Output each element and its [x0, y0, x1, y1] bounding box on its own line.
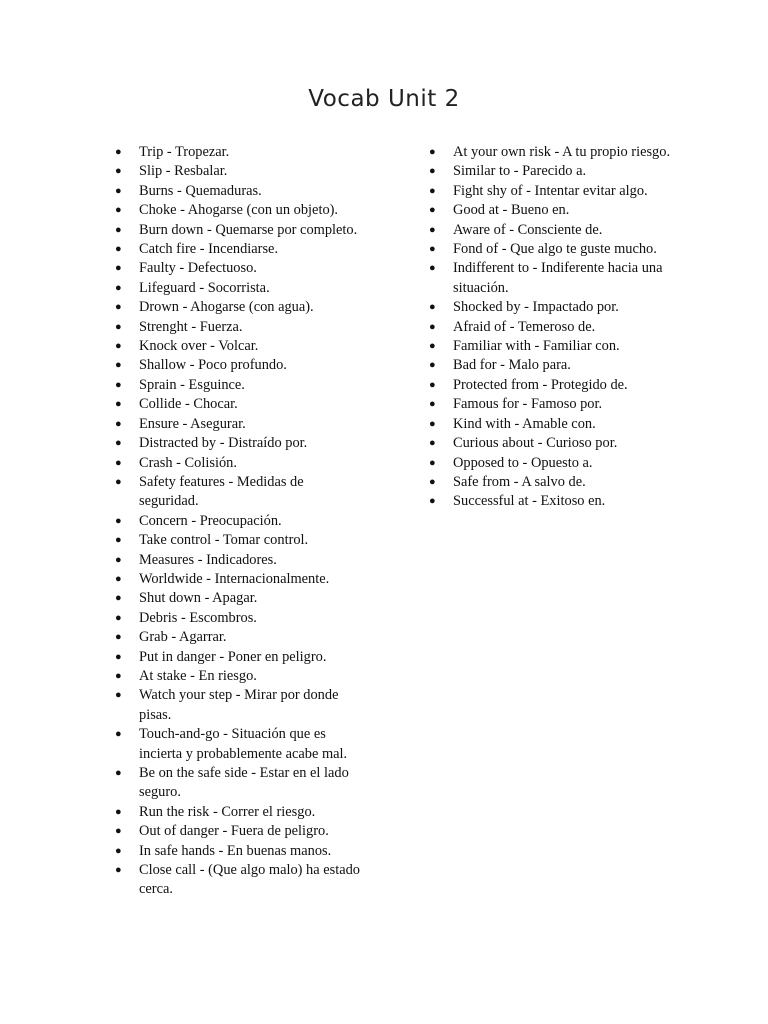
list-item — [429, 259, 683, 298]
list-item-text: Concern - Preocupación. — [139, 512, 282, 529]
list-item — [429, 356, 683, 375]
list-item — [115, 551, 364, 570]
bullet-dot-icon: ● — [429, 262, 436, 275]
bullet-dot-icon: ● — [115, 456, 122, 469]
list-item-text: Safety features - Medidas de seguridad. — [139, 473, 304, 510]
list-item-text: Faulty - Defectuoso. — [139, 260, 257, 277]
list-item-text: Crash - Colisión. — [139, 454, 237, 471]
list-item-text: Trip - Tropezar. — [139, 144, 230, 160]
bullet-dot-icon: ● — [429, 243, 436, 256]
list-item-text: Similar to - Parecido a. — [453, 163, 587, 180]
list-item — [429, 318, 683, 337]
bullet-dot-icon: ● — [115, 223, 122, 236]
list-item-text: Opposed to - Opuesto a. — [453, 454, 593, 471]
list-item — [115, 162, 364, 181]
list-item — [115, 570, 364, 589]
list-item-text: Bad for - Malo para. — [453, 357, 571, 374]
list-item-text: Catch fire - Incendiarse. — [139, 241, 279, 258]
list-item-text: Kind with - Amable con. — [453, 415, 596, 432]
bullet-dot-icon: ● — [115, 417, 122, 430]
bullet-dot-icon: ● — [429, 437, 436, 450]
list-item — [115, 589, 364, 608]
bullet-dot-icon: ● — [115, 844, 122, 857]
list-item-text: Aware of - Consciente de. — [453, 221, 603, 238]
bullet-dot-icon: ● — [115, 359, 122, 372]
list-item — [429, 376, 683, 395]
bullet-dot-icon: ● — [115, 204, 122, 217]
bullet-dot-icon: ● — [429, 184, 436, 197]
list-item — [115, 725, 364, 764]
list-item-text: Shocked by - Impactado por. — [453, 299, 619, 316]
bullet-dot-icon: ● — [115, 320, 122, 333]
bullet-dot-icon: ● — [115, 767, 122, 779]
bullet-dot-icon: ● — [429, 398, 436, 411]
bullet-dot-icon: ● — [429, 495, 436, 508]
list-item — [429, 298, 683, 317]
list-item-text: Sprain - Esguince. — [139, 376, 245, 393]
list-item — [429, 337, 683, 356]
list-item — [115, 822, 364, 841]
list-item-text: Indifferent to - Indiferente hacia una situación. — [453, 260, 663, 296]
list-item-text: Close call - (Que algo malo) ha estado cerca. — [139, 862, 360, 898]
list-item-text: Protected from - Protegido de. — [453, 376, 628, 393]
list-item-text: Touch-and-go - Situación que es incierta y probablemente acabe mal. — [139, 726, 348, 762]
list-item — [115, 648, 364, 667]
bullet-dot-icon: ● — [429, 378, 436, 391]
vocab-list-right — [429, 143, 683, 512]
bullet-dot-icon: ● — [429, 456, 436, 469]
bullet-dot-icon: ● — [115, 184, 122, 197]
list-item-text: Take control - Tomar control. — [139, 532, 309, 549]
list-item — [429, 454, 683, 473]
list-item — [115, 434, 364, 453]
list-item — [115, 143, 364, 162]
bullet-dot-icon: ● — [115, 534, 122, 547]
list-item — [115, 356, 364, 375]
list-item-text: Afraid of - Temeroso de. — [453, 318, 596, 335]
list-item-text: Collide - Chocar. — [139, 396, 238, 413]
list-item-text: Grab - Agarrar. — [139, 629, 227, 646]
list-item — [115, 221, 364, 240]
bullet-dot-icon: ● — [429, 223, 436, 236]
list-item-text: Measures - Indicadores. — [139, 551, 277, 568]
list-item-text: Run the risk - Correr el riesgo. — [139, 803, 316, 820]
bullet-dot-icon: ● — [429, 417, 436, 430]
list-item-text: Knock over - Volcar. — [139, 338, 259, 355]
list-item — [115, 376, 364, 395]
list-item-text: Ensure - Asegurar. — [139, 415, 246, 432]
list-item — [115, 686, 364, 725]
bullet-dot-icon: ● — [115, 631, 122, 644]
bullet-dot-icon: ● — [429, 475, 436, 488]
list-item — [115, 318, 364, 337]
list-item-text: Burn down - Quemarse por completo. — [139, 221, 358, 238]
list-item — [115, 337, 364, 356]
list-item — [115, 259, 364, 278]
list-item-text: Good at - Bueno en. — [453, 202, 570, 219]
list-item-text: Be on the safe side - Estar en el lado seguro. — [139, 765, 349, 801]
bullet-dot-icon: ● — [115, 805, 122, 818]
bullet-dot-icon: ● — [115, 301, 122, 314]
list-item — [115, 473, 364, 512]
vocab-list-left — [115, 143, 364, 900]
list-item — [429, 182, 683, 201]
list-item — [115, 609, 364, 628]
list-item — [115, 415, 364, 434]
list-item — [115, 201, 364, 220]
bullet-dot-icon: ● — [115, 611, 122, 624]
bullet-dot-icon: ● — [115, 146, 122, 158]
list-item-text: Fond of - Que algo te guste mucho. — [453, 241, 657, 258]
bullet-dot-icon: ● — [115, 592, 122, 605]
list-item — [429, 240, 683, 259]
list-item-text: In safe hands - En buenas manos. — [139, 842, 332, 859]
list-item — [115, 240, 364, 259]
list-item-text: At stake - En riesgo. — [139, 667, 257, 684]
bullet-dot-icon: ● — [115, 340, 122, 353]
list-item-text: Familiar with - Familiar con. — [453, 338, 620, 355]
list-item — [429, 415, 683, 434]
bullet-dot-icon: ● — [115, 398, 122, 411]
bullet-dot-icon: ● — [115, 281, 122, 294]
list-item — [115, 279, 364, 298]
bullet-dot-icon: ● — [115, 243, 122, 256]
list-item-text: Drown - Ahogarse (con agua). — [139, 299, 314, 316]
list-item-text: Worldwide - Internacionalmente. — [139, 570, 330, 587]
list-item-text: Choke - Ahogarse (con un objeto). — [139, 202, 339, 219]
bullet-dot-icon: ● — [115, 669, 122, 682]
list-item-text: Distracted by - Distraído por. — [139, 435, 308, 452]
list-item — [429, 434, 683, 453]
bullet-dot-icon: ● — [115, 572, 122, 585]
bullet-dot-icon: ● — [115, 825, 122, 838]
bullet-dot-icon: ● — [429, 340, 436, 353]
bullet-dot-icon: ● — [115, 378, 122, 391]
bullet-dot-icon: ● — [429, 320, 436, 333]
bullet-dot-icon: ● — [115, 728, 122, 741]
list-item-text: Shallow - Poco profundo. — [139, 357, 287, 374]
bullet-dot-icon: ● — [115, 437, 122, 450]
list-item-text: Burns - Quemaduras. — [139, 182, 262, 199]
list-item-text: Watch your step - Mirar por donde pisas. — [139, 687, 339, 723]
list-item-text: Shut down - Apagar. — [139, 590, 258, 607]
list-item — [429, 162, 683, 181]
list-item — [115, 182, 364, 201]
bullet-dot-icon: ● — [115, 553, 122, 566]
list-item — [115, 531, 364, 550]
bullet-dot-icon: ● — [429, 165, 436, 178]
list-item — [115, 395, 364, 414]
page-title: Vocab Unit 2 — [308, 86, 460, 112]
list-item-text: Strenght - Fuerza. — [139, 318, 243, 335]
list-item — [429, 143, 683, 162]
list-item-text: Lifeguard - Socorrista. — [139, 279, 270, 296]
list-item — [115, 512, 364, 531]
list-item — [115, 628, 364, 647]
list-item — [115, 803, 364, 822]
list-item-text: Debris - Escombros. — [139, 609, 257, 626]
bullet-dot-icon: ● — [115, 864, 122, 877]
bullet-dot-icon: ● — [115, 689, 122, 702]
bullet-dot-icon: ● — [429, 301, 436, 314]
list-item-text: Safe from - A salvo de. — [453, 473, 586, 490]
list-item — [429, 221, 683, 240]
list-item — [429, 201, 683, 220]
list-item — [115, 298, 364, 317]
list-item — [429, 395, 683, 414]
bullet-dot-icon: ● — [115, 262, 122, 275]
list-item — [115, 667, 364, 686]
bullet-dot-icon: ● — [115, 165, 122, 178]
list-item — [115, 764, 364, 803]
bullet-dot-icon: ● — [115, 475, 122, 488]
bullet-dot-icon: ● — [429, 146, 436, 158]
list-item-text: Successful at - Exitoso en. — [453, 493, 606, 510]
list-item-text: At your own risk - A tu propio riesgo. — [453, 144, 671, 160]
bullet-dot-icon: ● — [115, 650, 122, 663]
bullet-dot-icon: ● — [115, 514, 122, 527]
list-item — [429, 473, 683, 492]
bullet-dot-icon: ● — [429, 359, 436, 372]
list-item — [115, 861, 364, 900]
list-item-text: Slip - Resbalar. — [139, 163, 228, 180]
list-item-text: Curious about - Curioso por. — [453, 435, 618, 452]
bullet-dot-icon: ● — [429, 204, 436, 217]
list-item — [115, 454, 364, 473]
list-item — [429, 492, 683, 511]
list-item-text: Out of danger - Fuera de peligro. — [139, 823, 329, 840]
list-item-text: Put in danger - Poner en peligro. — [139, 648, 327, 665]
list-item — [115, 842, 364, 861]
list-item-text: Fight shy of - Intentar evitar algo. — [453, 182, 648, 199]
list-item-text: Famous for - Famoso por. — [453, 396, 603, 413]
